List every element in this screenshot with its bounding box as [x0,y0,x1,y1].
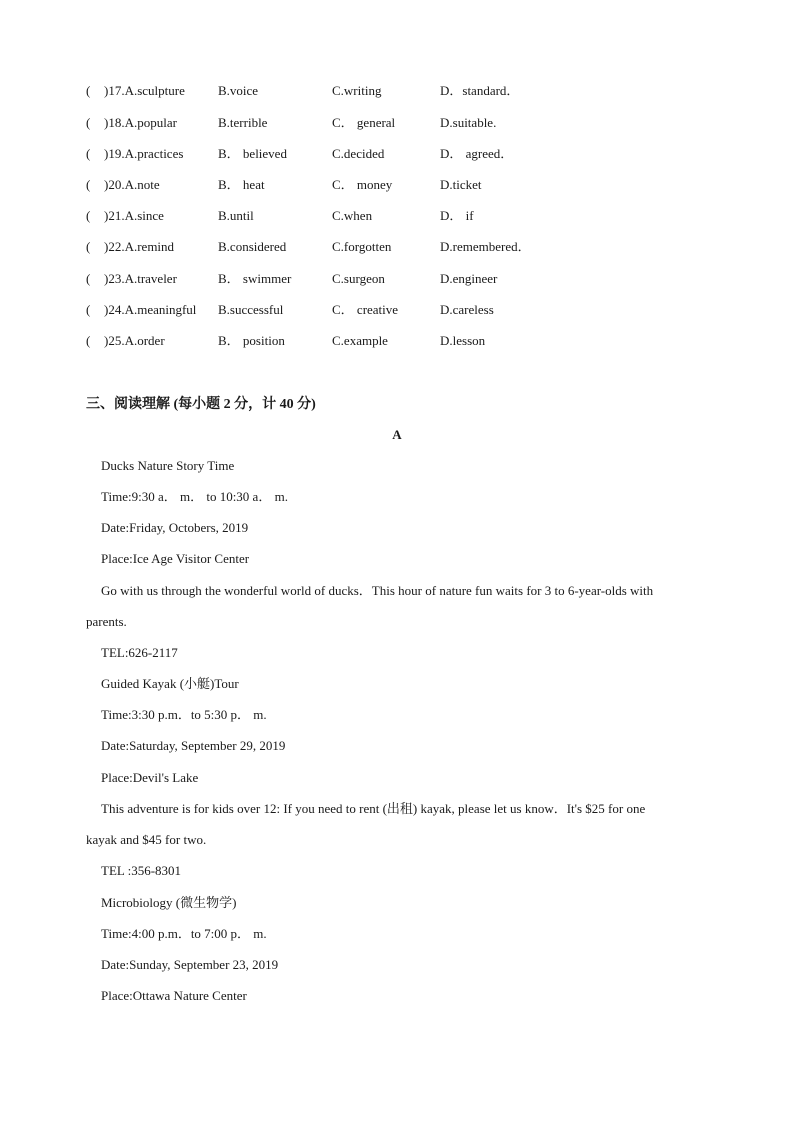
option-a: )25.A.order [104,333,165,348]
option-c: C.surgeon [332,271,385,286]
option-c: C.forgotten [332,239,392,254]
passage-line: Ducks Nature Story Time [101,458,235,473]
passage-line: Guided Kayak (小艇)Tour [101,676,239,691]
answer-blank: ( [86,146,91,161]
passage-line: kayak and $45 for two. [86,832,207,847]
option-d: D.remembered． [440,239,531,254]
answer-blank: ( [86,83,91,98]
option-a: )24.A.meaningful [104,302,197,317]
option-a: )22.A.remind [104,239,175,254]
passage-letter: A [392,427,402,442]
option-b: B.until [218,208,254,223]
option-b: B.successful [218,302,284,317]
option-b: B.terrible [218,115,268,130]
option-d: D.ticket [440,177,482,192]
option-b: B.voice [218,83,259,98]
option-c: C． general [332,115,396,130]
option-d: D． agreed． [440,146,514,161]
passage-line: Microbiology (微生物学) [101,895,237,910]
passage-line: parents. [86,614,127,629]
passage-line: Time:9:30 a． m． to 10:30 a． m. [101,489,288,504]
option-b: B． believed [218,146,287,161]
option-d: D.careless [440,302,494,317]
passage-line: Date:Saturday, September 29, 2019 [101,738,286,753]
option-c: C.example [332,333,388,348]
option-b: B.considered [218,239,287,254]
option-a: )18.A.popular [104,115,177,130]
option-b: B． swimmer [218,271,292,286]
option-a: )20.A.note [104,177,160,192]
option-d: D． if [440,208,474,223]
passage-line: Place:Ice Age Visitor Center [101,551,250,566]
passage-line: Place:Devil's Lake [101,770,199,785]
option-a: )17.A.sculpture [104,83,185,98]
passage-line: TEL:626-2117 [101,645,178,660]
passage-line: Go with us through the wonderful world of ducks．This hour of nature fun waits for 3 to 6-year-olds with [101,583,654,598]
answer-blank: ( [86,239,91,254]
option-d: D.lesson [440,333,486,348]
answer-blank: ( [86,115,91,130]
passage-line: Place:Ottawa Nature Center [101,988,247,1003]
option-b: B． heat [218,177,265,192]
option-d: D．standard． [440,83,520,98]
passage-line: Date:Sunday, September 23, 2019 [101,957,279,972]
option-c: C.writing [332,83,382,98]
option-c: C.decided [332,146,385,161]
passage-line: Time:3:30 p.m．to 5:30 p． m. [101,707,267,722]
passage-line: Date:Friday, Octobers, 2019 [101,520,249,535]
option-d: D.engineer [440,271,498,286]
option-b: B． position [218,333,285,348]
answer-blank: ( [86,271,91,286]
option-a: )19.A.practices [104,146,184,161]
option-a: )23.A.traveler [104,271,177,286]
passage-line: Time:4:00 p.m．to 7:00 p． m. [101,926,267,941]
section-title: 三、阅读理解 (每小题 2 分，计 40 分) [86,397,316,412]
option-a: )21.A.since [104,208,164,223]
passage-line: This adventure is for kids over 12: If you need to rent (出租) kayak, please let us know．It's $25 for one [101,801,646,816]
answer-blank: ( [86,177,91,192]
answer-blank: ( [86,208,91,223]
option-c: C.when [332,208,373,223]
option-c: C． money [332,177,393,192]
option-d: D.suitable. [440,115,497,130]
passage-line: TEL :356-8301 [101,863,182,878]
answer-blank: ( [86,333,91,348]
option-c: C． creative [332,302,399,317]
answer-blank: ( [86,302,91,317]
